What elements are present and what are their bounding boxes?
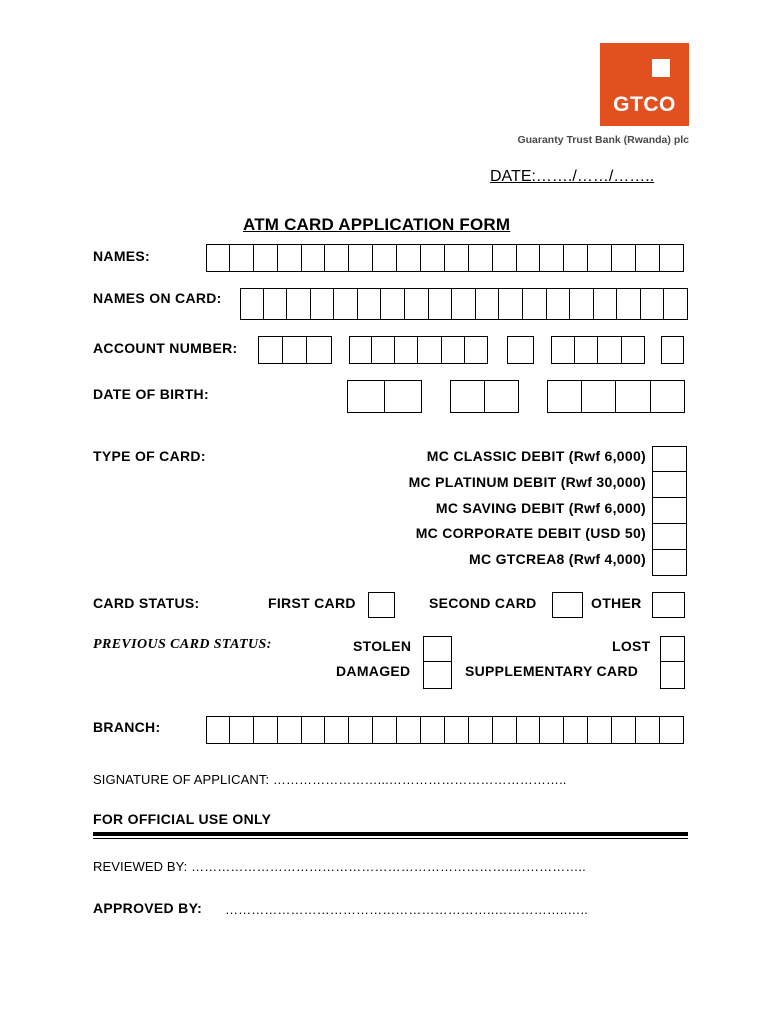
- char-box[interactable]: [612, 244, 636, 272]
- char-box[interactable]: [636, 716, 660, 744]
- char-box[interactable]: [469, 716, 493, 744]
- signature-line[interactable]: SIGNATURE OF APPLICANT: ……………………...…………………………………..: [93, 772, 567, 787]
- char-box[interactable]: [349, 716, 373, 744]
- char-box[interactable]: [476, 288, 500, 320]
- bank-name: Guaranty Trust Bank (Rwanda) plc: [517, 134, 689, 146]
- card-type-classic: MC CLASSIC DEBIT (Rwf 6,000): [426, 448, 646, 464]
- char-box[interactable]: [499, 288, 523, 320]
- char-box[interactable]: [540, 716, 564, 744]
- card-type-platinum-checkbox[interactable]: [652, 471, 687, 498]
- supplementary-card-label: SUPPLEMENTARY CARD: [465, 663, 639, 679]
- char-box[interactable]: [594, 288, 618, 320]
- card-type-gtcrea8: MC GTCREA8 (Rwf 4,000): [469, 551, 646, 567]
- dob-year-boxes[interactable]: [547, 380, 685, 413]
- char-box[interactable]: [429, 288, 453, 320]
- char-box[interactable]: [612, 716, 636, 744]
- char-box[interactable]: [325, 244, 349, 272]
- char-box[interactable]: [636, 244, 660, 272]
- char-box[interactable]: [373, 716, 397, 744]
- char-box[interactable]: [661, 336, 684, 364]
- char-box[interactable]: [660, 244, 684, 272]
- first-card-checkbox[interactable]: [368, 592, 395, 618]
- char-box[interactable]: [570, 288, 594, 320]
- char-box[interactable]: [564, 244, 588, 272]
- char-box[interactable]: [397, 244, 421, 272]
- account-number-group-4[interactable]: [551, 336, 645, 364]
- first-card-label: FIRST CARD: [268, 595, 356, 611]
- official-divider-thick: [93, 832, 688, 836]
- reviewed-by-line[interactable]: REVIEWED BY: ………………………………………………………………..……………..: [93, 859, 586, 874]
- char-box[interactable]: [551, 336, 575, 364]
- damaged-checkbox[interactable]: [423, 661, 452, 689]
- char-box[interactable]: [598, 336, 622, 364]
- account-number-label: ACCOUNT NUMBER:: [93, 340, 238, 356]
- char-box[interactable]: [582, 380, 617, 413]
- char-box[interactable]: [307, 336, 332, 364]
- form-title: ATM CARD APPLICATION FORM: [243, 215, 511, 234]
- char-box[interactable]: [358, 288, 382, 320]
- char-box[interactable]: [421, 244, 445, 272]
- names-label: NAMES:: [93, 248, 151, 264]
- char-box[interactable]: [465, 336, 488, 364]
- char-box[interactable]: [287, 288, 311, 320]
- char-box[interactable]: [469, 244, 493, 272]
- approved-by-label: APPROVED BY:: [93, 900, 203, 916]
- char-box[interactable]: [485, 380, 520, 413]
- account-number-group-5[interactable]: [661, 336, 684, 364]
- char-box[interactable]: [395, 336, 418, 364]
- other-label: OTHER: [591, 595, 642, 611]
- branch-boxes[interactable]: [206, 716, 684, 744]
- char-box[interactable]: [450, 380, 485, 413]
- account-number-group-1[interactable]: [258, 336, 332, 364]
- stolen-label: STOLEN: [353, 638, 412, 654]
- char-box[interactable]: [547, 380, 582, 413]
- char-box[interactable]: [347, 380, 385, 413]
- other-checkbox[interactable]: [652, 592, 685, 618]
- char-box[interactable]: [311, 288, 335, 320]
- char-box[interactable]: [264, 288, 288, 320]
- card-type-corporate-checkbox[interactable]: [652, 523, 687, 550]
- stolen-checkbox[interactable]: [423, 636, 452, 662]
- char-box[interactable]: [278, 244, 302, 272]
- card-type-saving: MC SAVING DEBIT (Rwf 6,000): [435, 500, 646, 516]
- previous-card-status-label: PREVIOUS CARD STATUS:: [93, 637, 272, 652]
- char-box[interactable]: [616, 380, 651, 413]
- char-box[interactable]: [641, 288, 665, 320]
- char-box[interactable]: [442, 336, 465, 364]
- char-box[interactable]: [397, 716, 421, 744]
- date-field[interactable]: DATE:……./……/……..: [490, 168, 655, 185]
- char-box[interactable]: [507, 336, 534, 364]
- logo-text: GTCO: [613, 93, 676, 116]
- lost-label: LOST: [612, 638, 651, 654]
- gtco-logo: [600, 43, 689, 126]
- second-card-label: SECOND CARD: [429, 595, 537, 611]
- char-box[interactable]: [660, 716, 684, 744]
- char-box[interactable]: [588, 716, 612, 744]
- char-box[interactable]: [258, 336, 283, 364]
- dob-month-boxes[interactable]: [450, 380, 519, 413]
- char-box[interactable]: [349, 244, 373, 272]
- char-box[interactable]: [452, 288, 476, 320]
- char-box[interactable]: [445, 244, 469, 272]
- card-status-label: CARD STATUS:: [93, 595, 200, 611]
- card-type-gtcrea8-checkbox[interactable]: [652, 549, 687, 576]
- char-box[interactable]: [622, 336, 646, 364]
- official-divider-thin: [93, 838, 688, 839]
- char-box[interactable]: [206, 716, 230, 744]
- char-box[interactable]: [664, 288, 688, 320]
- card-type-classic-checkbox[interactable]: [652, 446, 687, 472]
- logo-square-icon: [652, 59, 670, 77]
- char-box[interactable]: [385, 380, 423, 413]
- char-box[interactable]: [302, 244, 326, 272]
- char-box[interactable]: [349, 336, 372, 364]
- char-box[interactable]: [334, 288, 358, 320]
- char-box[interactable]: [405, 288, 429, 320]
- char-box[interactable]: [517, 716, 541, 744]
- char-box[interactable]: [278, 716, 302, 744]
- char-box[interactable]: [421, 716, 445, 744]
- char-box[interactable]: [230, 716, 254, 744]
- date-of-birth-label: DATE OF BIRTH:: [93, 386, 209, 402]
- char-box[interactable]: [445, 716, 469, 744]
- char-box[interactable]: [302, 716, 326, 744]
- type-of-card-label: TYPE OF CARD:: [93, 448, 206, 464]
- char-box[interactable]: [373, 244, 397, 272]
- char-box[interactable]: [418, 336, 441, 364]
- branch-label: BRANCH:: [93, 719, 161, 735]
- approved-by-dots[interactable]: ……………………………………………………..……………..…..: [225, 902, 588, 917]
- char-box[interactable]: [240, 288, 264, 320]
- char-box[interactable]: [254, 716, 278, 744]
- official-use-heading: FOR OFFICIAL USE ONLY: [93, 811, 272, 827]
- card-type-saving-checkbox[interactable]: [652, 497, 687, 524]
- card-type-corporate: MC CORPORATE DEBIT (USD 50): [415, 525, 646, 541]
- char-box[interactable]: [325, 716, 349, 744]
- char-box[interactable]: [381, 288, 405, 320]
- char-box[interactable]: [206, 244, 230, 272]
- names-on-card-label: NAMES ON CARD:: [93, 290, 222, 306]
- char-box[interactable]: [493, 716, 517, 744]
- char-box[interactable]: [575, 336, 599, 364]
- char-box[interactable]: [254, 244, 278, 272]
- names-on-card-boxes[interactable]: [240, 288, 688, 320]
- char-box[interactable]: [540, 244, 564, 272]
- char-box[interactable]: [547, 288, 571, 320]
- char-box[interactable]: [517, 244, 541, 272]
- card-type-platinum: MC PLATINUM DEBIT (Rwf 30,000): [408, 474, 646, 490]
- damaged-label: DAMAGED: [336, 663, 411, 679]
- account-number-group-3[interactable]: [507, 336, 534, 364]
- char-box[interactable]: [523, 288, 547, 320]
- account-number-group-2[interactable]: [349, 336, 488, 364]
- char-box[interactable]: [564, 716, 588, 744]
- char-box[interactable]: [230, 244, 254, 272]
- char-box[interactable]: [588, 244, 612, 272]
- second-card-checkbox[interactable]: [552, 592, 583, 618]
- char-box[interactable]: [283, 336, 308, 364]
- char-box[interactable]: [651, 380, 686, 413]
- supplementary-card-checkbox[interactable]: [660, 661, 685, 689]
- char-box[interactable]: [493, 244, 517, 272]
- char-box[interactable]: [617, 288, 641, 320]
- char-box[interactable]: [372, 336, 395, 364]
- dob-day-boxes[interactable]: [347, 380, 422, 413]
- lost-checkbox[interactable]: [660, 636, 685, 662]
- names-boxes[interactable]: [206, 244, 684, 272]
